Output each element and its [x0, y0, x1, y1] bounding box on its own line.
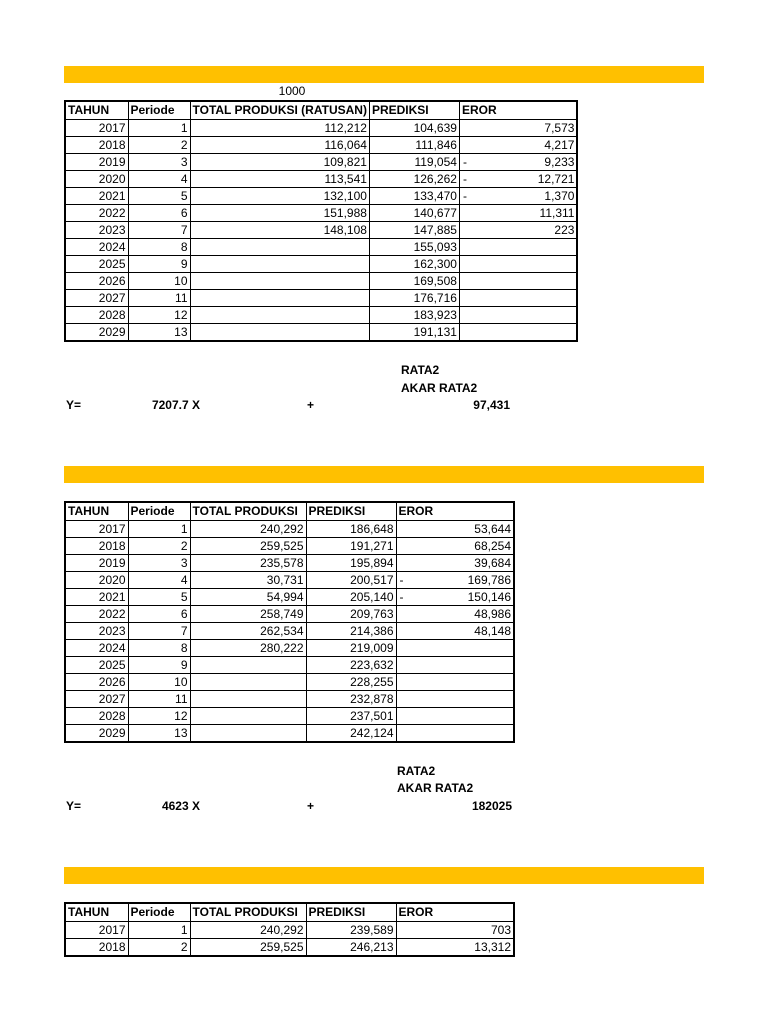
- cell-tahun: 2028: [65, 306, 128, 323]
- header-tahun: TAHUN: [65, 101, 128, 119]
- cell-prediksi: 195,894: [306, 554, 396, 571]
- table-row: [65, 673, 514, 690]
- cell-total-produksi: [190, 272, 369, 289]
- cell-prediksi: 126,262: [369, 170, 459, 187]
- equation-intercept-1: 97,431: [473, 398, 510, 412]
- cell-periode: 7: [128, 622, 190, 639]
- cell-total-produksi: [190, 306, 369, 323]
- cell-periode: 6: [128, 605, 190, 622]
- header-prediksi: PREDIKSI: [306, 502, 396, 520]
- cell-eror: [459, 323, 577, 341]
- cell-total-produksi: [190, 255, 369, 272]
- table-row: [65, 187, 577, 204]
- cell-prediksi: 191,131: [369, 323, 459, 341]
- cell-total-produksi: 113,541: [190, 170, 369, 187]
- cell-eror: [396, 656, 514, 673]
- table-row: [65, 306, 577, 323]
- cell-total-produksi: [190, 707, 306, 724]
- cell-eror: [396, 639, 514, 656]
- cell-periode: 5: [128, 588, 190, 605]
- cell-prediksi: 147,885: [369, 221, 459, 238]
- cell-total-produksi: 148,108: [190, 221, 369, 238]
- cell-tahun: 2019: [65, 554, 128, 571]
- cell-eror: [459, 289, 577, 306]
- header-total-produksi: TOTAL PRODUKSI (RATUSAN): [190, 101, 369, 119]
- cell-total-produksi: [190, 238, 369, 255]
- cell-prediksi: 186,648: [306, 520, 396, 537]
- eror-value: 12,721: [537, 171, 575, 186]
- table-section-1: [64, 100, 578, 342]
- cell-periode: 2: [128, 938, 190, 956]
- cell-periode: 13: [128, 724, 190, 742]
- cell-total-produksi: 259,525: [190, 938, 306, 956]
- rata2-label-2: RATA2: [397, 764, 436, 778]
- cell-tahun: 2017: [65, 520, 128, 537]
- table-row: [65, 153, 577, 170]
- table-row: [65, 554, 514, 571]
- cell-periode: 8: [128, 639, 190, 656]
- cell-total-produksi: [190, 289, 369, 306]
- cell-prediksi: 176,716: [369, 289, 459, 306]
- cell-tahun: 2018: [65, 136, 128, 153]
- table-row: [65, 921, 514, 938]
- cell-eror: [459, 255, 577, 272]
- cell-prediksi: 246,213: [306, 938, 396, 956]
- cell-eror: [459, 272, 577, 289]
- cell-tahun: 2019: [65, 153, 128, 170]
- header-eror: EROR: [459, 101, 577, 119]
- cell-eror: [459, 306, 577, 323]
- cell-tahun: 2026: [65, 673, 128, 690]
- cell-prediksi: 191,271: [306, 537, 396, 554]
- cell-prediksi: 223,632: [306, 656, 396, 673]
- cell-tahun: 2027: [65, 690, 128, 707]
- negative-sign: -: [399, 589, 404, 604]
- rata2-label-1: RATA2: [401, 363, 440, 377]
- cell-tahun: 2025: [65, 255, 128, 272]
- table-row: [65, 136, 577, 153]
- eror-value: 68,254: [474, 538, 511, 553]
- cell-prediksi: 209,763: [306, 605, 396, 622]
- equation-slope-1: 7207.7 X: [151, 398, 200, 412]
- cell-periode: 7: [128, 221, 190, 238]
- cell-total-produksi: 262,534: [190, 622, 306, 639]
- cell-tahun: 2018: [65, 938, 128, 956]
- table-row: [65, 724, 514, 742]
- table-header-row: [65, 502, 514, 520]
- table-header-row: [65, 903, 514, 921]
- eror-value: 13,312: [474, 939, 511, 954]
- table-row: [65, 204, 577, 221]
- cell-periode: 10: [128, 673, 190, 690]
- cell-periode: 2: [128, 136, 190, 153]
- table-row: [65, 622, 514, 639]
- header-eror: EROR: [396, 903, 514, 921]
- header-total-produksi: TOTAL PRODUKSI: [190, 502, 306, 520]
- cell-total-produksi: [190, 323, 369, 341]
- table-row: [65, 272, 577, 289]
- cell-prediksi: 205,140: [306, 588, 396, 605]
- table-row: [65, 588, 514, 605]
- eror-value: 11,311: [539, 205, 575, 220]
- cell-tahun: 2021: [65, 187, 128, 204]
- cell-tahun: 2024: [65, 639, 128, 656]
- akar-rata2-label-2: AKAR RATA2: [397, 781, 474, 795]
- cell-eror: [459, 153, 577, 170]
- cell-total-produksi: 240,292: [190, 921, 306, 938]
- cell-eror: [396, 690, 514, 707]
- cell-eror: [459, 170, 577, 187]
- cell-tahun: 2029: [65, 724, 128, 742]
- cell-tahun: 2025: [65, 656, 128, 673]
- equation-slope-2: 4623 X: [161, 799, 200, 813]
- header-eror: EROR: [396, 502, 514, 520]
- cell-total-produksi: 30,731: [190, 571, 306, 588]
- cell-periode: 1: [128, 921, 190, 938]
- cell-eror: [396, 673, 514, 690]
- akar-rata2-label-1: AKAR RATA2: [401, 381, 478, 395]
- cell-prediksi: 183,923: [369, 306, 459, 323]
- header-tahun: TAHUN: [65, 502, 128, 520]
- cell-total-produksi: 109,821: [190, 153, 369, 170]
- cell-periode: 12: [128, 707, 190, 724]
- cell-eror: [396, 724, 514, 742]
- cell-tahun: 2029: [65, 323, 128, 341]
- cell-periode: 11: [128, 289, 190, 306]
- eror-value: 703: [490, 922, 511, 937]
- cell-prediksi: 162,300: [369, 255, 459, 272]
- cell-periode: 9: [128, 656, 190, 673]
- eror-value: 150,146: [467, 589, 511, 604]
- eror-value: 223: [554, 222, 575, 237]
- cell-tahun: 2024: [65, 238, 128, 255]
- cell-eror: [396, 554, 514, 571]
- cell-eror: [396, 921, 514, 938]
- table-row: [65, 170, 577, 187]
- table-row: [65, 238, 577, 255]
- cell-prediksi: 214,386: [306, 622, 396, 639]
- cell-eror: [396, 622, 514, 639]
- negative-sign: -: [462, 171, 467, 186]
- cell-total-produksi: 235,578: [190, 554, 306, 571]
- table-row: [65, 255, 577, 272]
- table-section-3: [64, 902, 515, 957]
- eror-value: 9,233: [544, 154, 575, 169]
- cell-eror: [396, 605, 514, 622]
- cell-tahun: 2018: [65, 537, 128, 554]
- scale-note: 1000: [278, 84, 306, 98]
- table-row: [65, 119, 577, 136]
- cell-periode: 9: [128, 255, 190, 272]
- cell-prediksi: 219,009: [306, 639, 396, 656]
- cell-periode: 3: [128, 554, 190, 571]
- cell-eror: [396, 520, 514, 537]
- negative-sign: -: [462, 188, 467, 203]
- negative-sign: -: [399, 572, 404, 587]
- table-row: [65, 323, 577, 341]
- cell-prediksi: 239,589: [306, 921, 396, 938]
- cell-eror: [459, 238, 577, 255]
- table-header-row: [65, 101, 577, 119]
- cell-tahun: 2023: [65, 622, 128, 639]
- cell-prediksi: 111,846: [369, 136, 459, 153]
- header-periode: Periode: [128, 502, 190, 520]
- cell-total-produksi: 280,222: [190, 639, 306, 656]
- cell-periode: 11: [128, 690, 190, 707]
- cell-eror: [459, 136, 577, 153]
- cell-total-produksi: [190, 724, 306, 742]
- cell-tahun: 2020: [65, 571, 128, 588]
- cell-total-produksi: 240,292: [190, 520, 306, 537]
- table-row: [65, 571, 514, 588]
- table-section-2: [64, 501, 515, 743]
- table-row: [65, 690, 514, 707]
- cell-total-produksi: 259,525: [190, 537, 306, 554]
- cell-periode: 3: [128, 153, 190, 170]
- cell-tahun: 2022: [65, 204, 128, 221]
- equation-label-1: Y=: [66, 398, 82, 412]
- header-prediksi: PREDIKSI: [369, 101, 459, 119]
- cell-tahun: 2028: [65, 707, 128, 724]
- equation-intercept-2: 182025: [471, 799, 512, 813]
- cell-total-produksi: 258,749: [190, 605, 306, 622]
- cell-tahun: 2023: [65, 221, 128, 238]
- cell-periode: 6: [128, 204, 190, 221]
- header-tahun: TAHUN: [65, 903, 128, 921]
- cell-eror: [396, 707, 514, 724]
- eror-value: 48,986: [474, 606, 511, 621]
- cell-tahun: 2022: [65, 605, 128, 622]
- cell-periode: 1: [128, 520, 190, 537]
- cell-periode: 1: [128, 119, 190, 136]
- eror-value: 169,786: [467, 572, 511, 587]
- table-row: [65, 707, 514, 724]
- cell-prediksi: 119,054: [369, 153, 459, 170]
- equation-plus-2: +: [307, 799, 315, 813]
- cell-eror: [459, 119, 577, 136]
- cell-periode: 10: [128, 272, 190, 289]
- cell-tahun: 2017: [65, 119, 128, 136]
- table-row: [65, 520, 514, 537]
- eror-value: 7,573: [544, 120, 575, 135]
- eror-value: 1,370: [544, 188, 575, 203]
- header-periode: Periode: [128, 903, 190, 921]
- section-2-header-bar: [64, 466, 704, 483]
- cell-total-produksi: 112,212: [190, 119, 369, 136]
- table-row: [65, 656, 514, 673]
- cell-tahun: 2017: [65, 921, 128, 938]
- cell-prediksi: 140,677: [369, 204, 459, 221]
- cell-prediksi: 169,508: [369, 272, 459, 289]
- table-row: [65, 289, 577, 306]
- cell-total-produksi: 54,994: [190, 588, 306, 605]
- cell-periode: 8: [128, 238, 190, 255]
- cell-tahun: 2026: [65, 272, 128, 289]
- cell-periode: 13: [128, 323, 190, 341]
- table-row: [65, 938, 514, 956]
- cell-prediksi: 228,255: [306, 673, 396, 690]
- section-1-header-bar: [64, 66, 704, 83]
- cell-total-produksi: 132,100: [190, 187, 369, 204]
- cell-periode: 5: [128, 187, 190, 204]
- table-row: [65, 221, 577, 238]
- cell-total-produksi: 151,988: [190, 204, 369, 221]
- cell-prediksi: 104,639: [369, 119, 459, 136]
- header-prediksi: PREDIKSI: [306, 903, 396, 921]
- cell-eror: [396, 938, 514, 956]
- equation-plus-1: +: [307, 398, 315, 412]
- cell-eror: [396, 571, 514, 588]
- eror-value: 39,684: [474, 555, 511, 570]
- negative-sign: -: [462, 154, 467, 169]
- eror-value: 4,217: [544, 137, 575, 152]
- cell-eror: [459, 204, 577, 221]
- cell-total-produksi: 116,064: [190, 136, 369, 153]
- cell-prediksi: 242,124: [306, 724, 396, 742]
- cell-tahun: 2021: [65, 588, 128, 605]
- table-row: [65, 639, 514, 656]
- cell-eror: [459, 221, 577, 238]
- cell-periode: 4: [128, 571, 190, 588]
- cell-periode: 12: [128, 306, 190, 323]
- cell-prediksi: 155,093: [369, 238, 459, 255]
- cell-eror: [396, 537, 514, 554]
- eror-value: 53,644: [474, 521, 511, 536]
- equation-label-2: Y=: [66, 799, 82, 813]
- cell-total-produksi: [190, 690, 306, 707]
- table-row: [65, 537, 514, 554]
- table-row: [65, 605, 514, 622]
- eror-value: 48,148: [474, 623, 511, 638]
- cell-tahun: 2027: [65, 289, 128, 306]
- header-periode: Periode: [128, 101, 190, 119]
- section-3-header-bar: [64, 867, 704, 884]
- cell-total-produksi: [190, 656, 306, 673]
- header-total-produksi: TOTAL PRODUKSI: [190, 903, 306, 921]
- cell-periode: 2: [128, 537, 190, 554]
- cell-total-produksi: [190, 673, 306, 690]
- cell-prediksi: 133,470: [369, 187, 459, 204]
- cell-periode: 4: [128, 170, 190, 187]
- cell-prediksi: 232,878: [306, 690, 396, 707]
- cell-eror: [459, 187, 577, 204]
- cell-tahun: 2020: [65, 170, 128, 187]
- cell-prediksi: 237,501: [306, 707, 396, 724]
- cell-eror: [396, 588, 514, 605]
- cell-prediksi: 200,517: [306, 571, 396, 588]
